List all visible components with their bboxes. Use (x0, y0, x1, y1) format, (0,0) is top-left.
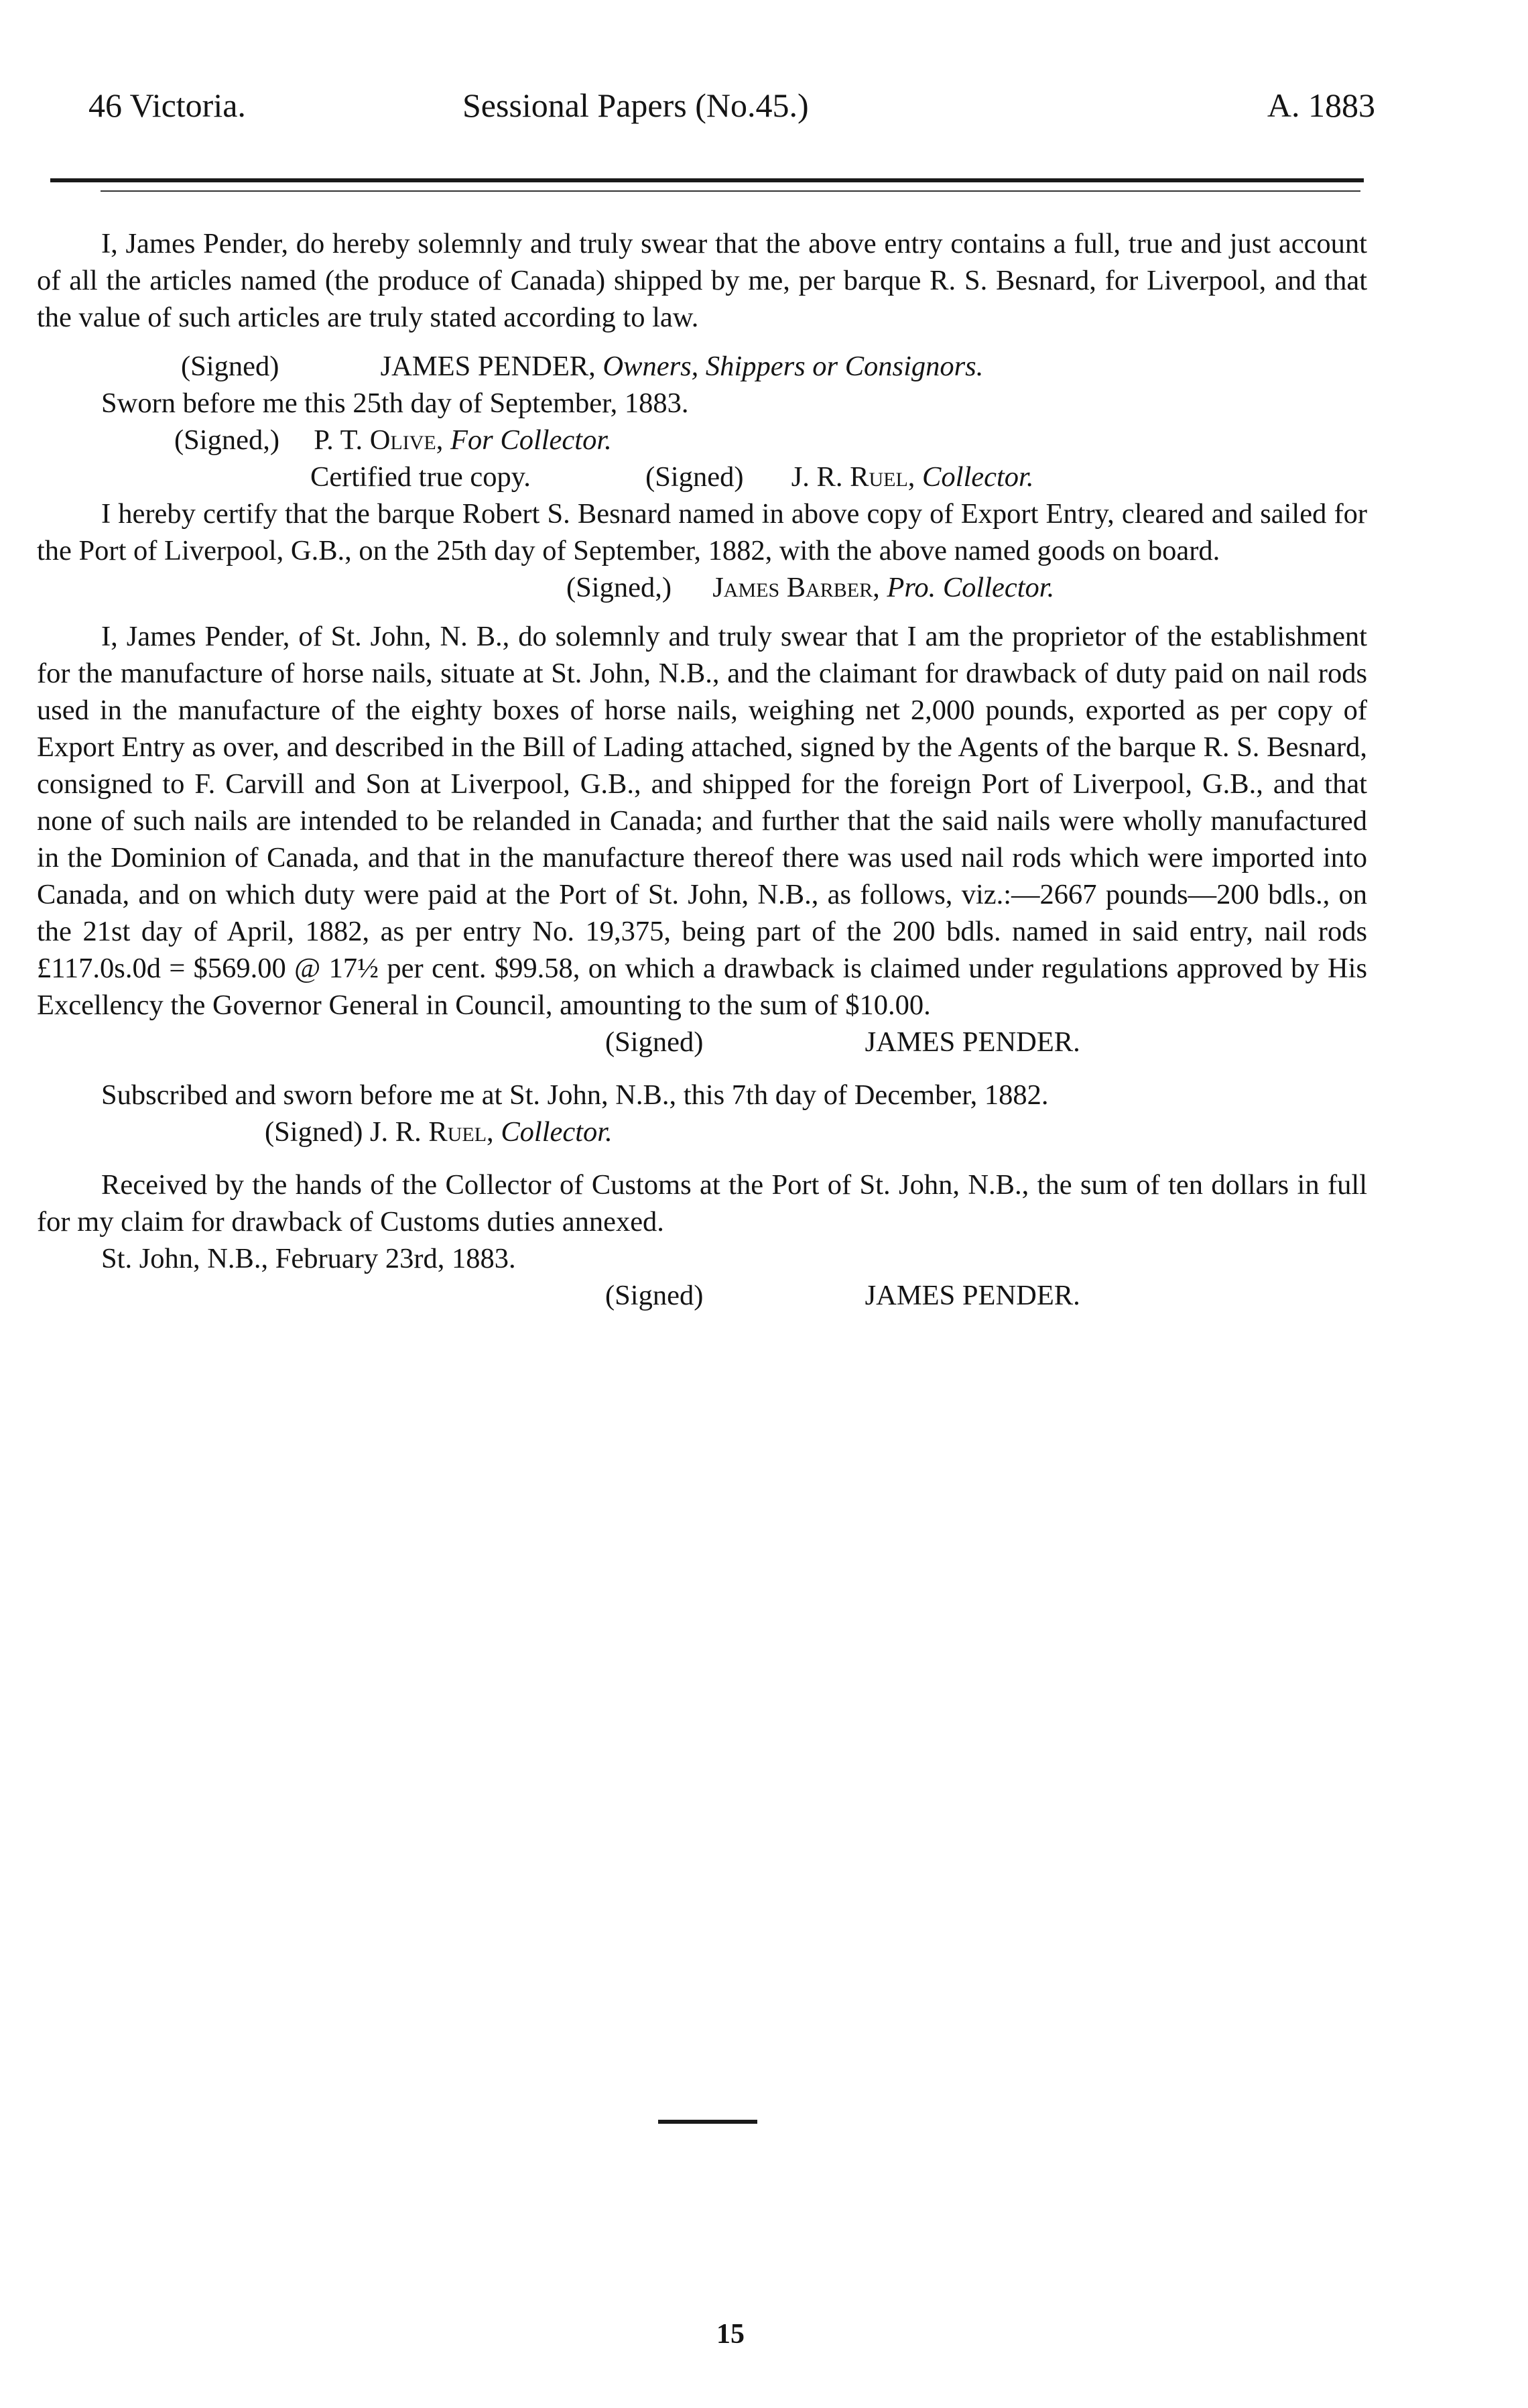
receipt-signer: JAMES PENDER. (865, 1280, 1080, 1311)
affidavit-1-signer: JAMES PENDER, (380, 351, 596, 382)
footer-rule (658, 2120, 757, 2124)
running-header (88, 86, 1375, 139)
page-number: 15 (716, 2319, 745, 2350)
header-rule-thin (101, 190, 1360, 192)
affidavit-1-signature-line (37, 348, 1367, 385)
affidavit-2-signed-label: (Signed) (605, 1026, 704, 1058)
affidavit-2-signer: JAMES PENDER. (865, 1026, 1080, 1058)
affidavit-1-witness-label: (Signed,) (174, 424, 279, 456)
jurat-role: Collector. (501, 1116, 613, 1148)
affidavit-1-signed-label: (Signed) (181, 351, 279, 382)
affidavit-1-certifier-role: Collector. (922, 461, 1034, 493)
receipt-signed-label: (Signed) (605, 1280, 704, 1311)
affidavit-1-witness-line (37, 422, 1367, 459)
affidavit-1-witness-name: P. T. Olive, (314, 424, 444, 456)
affidavit-1-witness-role: For Collector. (450, 424, 612, 456)
affidavit-1-sworn: Sworn before me this 25th day of September, 1883. (101, 387, 689, 419)
jurat-signed-label: (Signed) (265, 1116, 363, 1148)
affidavit-1-certified-line (37, 459, 1367, 495)
header-title: Sessional Papers (No.45.) (462, 86, 809, 124)
receipt-place-date: St. John, N.B., February 23rd, 1883. (101, 1243, 516, 1274)
certificate-signer-name: James Barber, (712, 572, 880, 603)
jurat-text: Subscribed and sworn before me at St. John, N.B., this 7th day of December, 1882. (101, 1079, 1049, 1111)
header-volume: 46 Victoria. (88, 86, 246, 124)
receipt-signature-line (37, 1277, 1367, 1314)
certificate-signer-role: Pro. Collector. (887, 572, 1055, 603)
jurat-signature-line (37, 1113, 1367, 1150)
receipt-text: Received by the hands of the Collector of Customs at the Port of St. John, N.B., the sum of ten dollars in full for my claim for drawback of Customs duties annexed. (37, 1169, 1367, 1238)
certificate-text: I hereby certify that the barque Robert S. Besnard named in above copy of Export Entry, cleared and sailed for the Port of Liverpool, G.B., on the 25th day of September, 1882, with the above named goods on board. (37, 498, 1367, 566)
affidavit-1-certifier-name: J. R. Ruel, (791, 461, 915, 493)
certificate-signed-label: (Signed,) (566, 572, 672, 603)
affidavit-1-text: I, James Pender, do hereby solemnly and truly swear that the above entry contains a full, true and just account of all the articles named (the produce of Canada) shipped by me, per barque R. S. Besnard, for Liverpool, and that the value of such articles are truly stated according to law. (37, 228, 1367, 333)
affidavit-2-text: I, James Pender, of St. John, N. B., do solemnly and truly swear that I am the proprietor of the establishment for the manufacture of horse nails, situate at St. John, N.B., and the claimant for drawback of duty paid on nail rods used in the manufacture of the eighty boxes of horse nails, weighing net 2,000 pounds, exported as per copy of Export Entry as over, and described in the Bill of Lading attached, signed by the Agents of the barque R. S. Besnard, consigned to F. Carvill and Son at Liverpool, G.B., and shipped for the foreign Port of Liverpool, G.B., and that none of such nails are intended to be relanded in Canada; and further that the said nails were wholly manufactured in the Dominion of Canada, and that in the manufacture thereof there was used nail rods which were imported into Canada, and on which duty were paid at the Port of St. John, N.B., as follows, viz.:—2667 pounds—200 bdls., on the 21st day of April, 1882, as per entry No. 19,375, being part of the 200 bdls. named in said entry, nail rods £117.0s.0d = $569.00 @ 17½ per cent. $99.58, on which a drawback is claimed under regulations approved by His Excellency the Governor General in Council, amounting to the sum of $10.00. (37, 621, 1367, 1021)
affidavit-1-certifier-label: (Signed) (645, 461, 744, 493)
jurat-name: J. R. Ruel, (370, 1116, 494, 1148)
header-rule-thick (50, 178, 1364, 182)
affidavit-1-certified: Certified true copy. (310, 461, 531, 493)
certificate-signature-line (37, 569, 1367, 606)
header-year: A. 1883 (1267, 86, 1375, 124)
affidavit-1-signer-role: Owners, Shippers or Consignors. (602, 351, 984, 382)
affidavit-2-signature-line (37, 1024, 1367, 1061)
document-body (37, 225, 1367, 1314)
